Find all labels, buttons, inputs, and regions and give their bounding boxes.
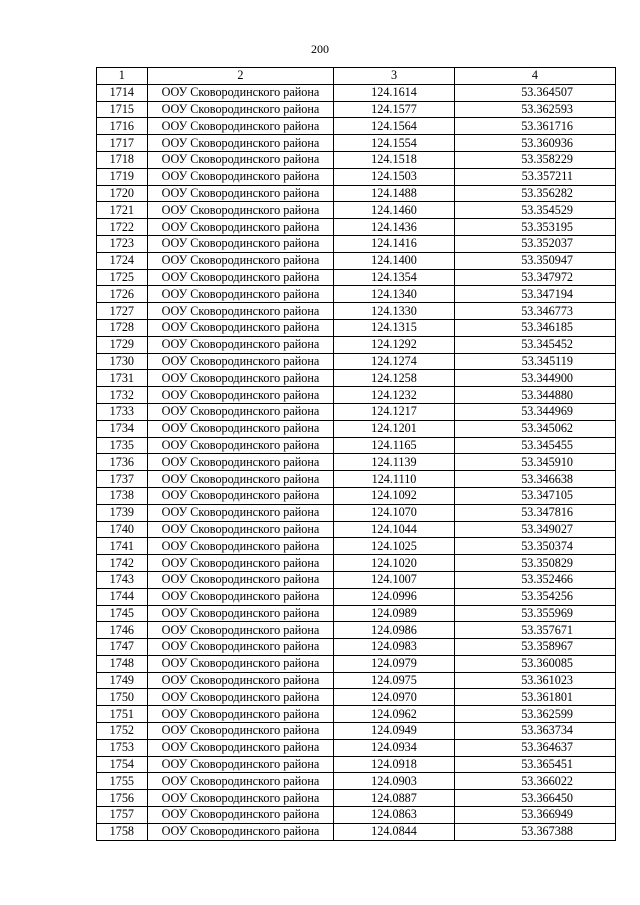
latitude-cell: 53.344900 [454,370,615,387]
latitude-cell: 53.362599 [454,706,615,723]
latitude-cell: 53.353195 [454,219,615,236]
organization-cell: ООУ Сковородинского района [147,135,334,152]
table-row [97,622,616,639]
column-header-1: 1 [97,68,148,85]
organization-cell: ООУ Сковородинского района [147,118,334,135]
latitude-cell: 53.347972 [454,269,615,286]
row-number-cell: 1723 [97,235,148,252]
longitude-cell: 124.1354 [334,269,455,286]
organization-cell: ООУ Сковородинского района [147,706,334,723]
table-row [97,723,616,740]
row-number-cell: 1717 [97,135,148,152]
longitude-cell: 124.0844 [334,823,455,840]
longitude-cell: 124.0887 [334,790,455,807]
latitude-cell: 53.367388 [454,823,615,840]
organization-cell: ООУ Сковородинского района [147,235,334,252]
row-number-cell: 1722 [97,219,148,236]
longitude-cell: 124.1554 [334,135,455,152]
table-row [97,101,616,118]
latitude-cell: 53.346185 [454,319,615,336]
longitude-cell: 124.1436 [334,219,455,236]
organization-cell: ООУ Сковородинского района [147,487,334,504]
table-row [97,823,616,840]
organization-cell: ООУ Сковородинского района [147,773,334,790]
table-row [97,118,616,135]
table-header [97,68,616,85]
row-number-cell: 1758 [97,823,148,840]
latitude-cell: 53.362593 [454,101,615,118]
row-number-cell: 1744 [97,588,148,605]
organization-cell: ООУ Сковородинского района [147,672,334,689]
row-number-cell: 1748 [97,655,148,672]
longitude-cell: 124.1044 [334,521,455,538]
longitude-cell: 124.0863 [334,807,455,824]
row-number-cell: 1757 [97,807,148,824]
organization-cell: ООУ Сковородинского района [147,723,334,740]
table-row [97,521,616,538]
longitude-cell: 124.1400 [334,252,455,269]
table-row [97,454,616,471]
longitude-cell: 124.1201 [334,420,455,437]
table-row [97,219,616,236]
row-number-cell: 1727 [97,303,148,320]
table-row [97,471,616,488]
table-row [97,790,616,807]
organization-cell: ООУ Сковородинского района [147,622,334,639]
latitude-cell: 53.358229 [454,151,615,168]
longitude-cell: 124.1518 [334,151,455,168]
row-number-cell: 1750 [97,689,148,706]
latitude-cell: 53.347105 [454,487,615,504]
longitude-cell: 124.1232 [334,387,455,404]
table-row [97,487,616,504]
latitude-cell: 53.357671 [454,622,615,639]
row-number-cell: 1736 [97,454,148,471]
longitude-cell: 124.1416 [334,235,455,252]
table-row [97,689,616,706]
table-row [97,756,616,773]
latitude-cell: 53.346773 [454,303,615,320]
table-row [97,655,616,672]
row-number-cell: 1743 [97,571,148,588]
organization-cell: ООУ Сковородинского района [147,504,334,521]
table-row [97,672,616,689]
longitude-cell: 124.1025 [334,538,455,555]
organization-cell: ООУ Сковородинского района [147,387,334,404]
organization-cell: ООУ Сковородинского района [147,252,334,269]
row-number-cell: 1746 [97,622,148,639]
latitude-cell: 53.366949 [454,807,615,824]
organization-cell: ООУ Сковородинского района [147,823,334,840]
latitude-cell: 53.345455 [454,437,615,454]
row-number-cell: 1724 [97,252,148,269]
organization-cell: ООУ Сковородинского района [147,286,334,303]
organization-cell: ООУ Сковородинского района [147,521,334,538]
header-row [97,68,616,85]
organization-cell: ООУ Сковородинского района [147,689,334,706]
latitude-cell: 53.363734 [454,723,615,740]
organization-cell: ООУ Сковородинского района [147,790,334,807]
longitude-cell: 124.1614 [334,84,455,101]
row-number-cell: 1734 [97,420,148,437]
organization-cell: ООУ Сковородинского района [147,571,334,588]
organization-cell: ООУ Сковородинского района [147,101,334,118]
table-row [97,235,616,252]
row-number-cell: 1726 [97,286,148,303]
row-number-cell: 1718 [97,151,148,168]
latitude-cell: 53.352466 [454,571,615,588]
longitude-cell: 124.1564 [334,118,455,135]
table-row [97,420,616,437]
longitude-cell: 124.0934 [334,739,455,756]
row-number-cell: 1752 [97,723,148,740]
latitude-cell: 53.360936 [454,135,615,152]
latitude-cell: 53.347816 [454,504,615,521]
organization-cell: ООУ Сковородинского района [147,151,334,168]
table-row [97,286,616,303]
row-number-cell: 1733 [97,403,148,420]
row-number-cell: 1715 [97,101,148,118]
latitude-cell: 53.347194 [454,286,615,303]
longitude-cell: 124.1315 [334,319,455,336]
organization-cell: ООУ Сковородинского района [147,420,334,437]
table-row [97,588,616,605]
latitude-cell: 53.356282 [454,185,615,202]
longitude-cell: 124.1070 [334,504,455,521]
longitude-cell: 124.0970 [334,689,455,706]
longitude-cell: 124.1577 [334,101,455,118]
row-number-cell: 1719 [97,168,148,185]
latitude-cell: 53.349027 [454,521,615,538]
table-row [97,807,616,824]
organization-cell: ООУ Сковородинского района [147,807,334,824]
table-row [97,571,616,588]
organization-cell: ООУ Сковородинского района [147,756,334,773]
longitude-cell: 124.0975 [334,672,455,689]
table-row [97,269,616,286]
longitude-cell: 124.0979 [334,655,455,672]
row-number-cell: 1721 [97,202,148,219]
row-number-cell: 1716 [97,118,148,135]
organization-cell: ООУ Сковородинского района [147,555,334,572]
row-number-cell: 1745 [97,605,148,622]
latitude-cell: 53.364507 [454,84,615,101]
organization-cell: ООУ Сковородинского района [147,185,334,202]
column-header-4: 4 [454,68,615,85]
longitude-cell: 124.0996 [334,588,455,605]
column-header-3: 3 [334,68,455,85]
table-row [97,555,616,572]
row-number-cell: 1732 [97,387,148,404]
latitude-cell: 53.350374 [454,538,615,555]
longitude-cell: 124.1503 [334,168,455,185]
latitude-cell: 53.357211 [454,168,615,185]
table-row [97,303,616,320]
table-row [97,437,616,454]
table-row [97,773,616,790]
latitude-cell: 53.360085 [454,655,615,672]
organization-cell: ООУ Сковородинского района [147,655,334,672]
longitude-cell: 124.0918 [334,756,455,773]
organization-cell: ООУ Сковородинского района [147,353,334,370]
organization-cell: ООУ Сковородинского района [147,454,334,471]
organization-cell: ООУ Сковородинского района [147,605,334,622]
table-row [97,252,616,269]
latitude-cell: 53.361023 [454,672,615,689]
organization-cell: ООУ Сковородинского района [147,588,334,605]
table-row [97,739,616,756]
table-row [97,403,616,420]
row-number-cell: 1731 [97,370,148,387]
row-number-cell: 1742 [97,555,148,572]
longitude-cell: 124.1330 [334,303,455,320]
table-row [97,706,616,723]
latitude-cell: 53.350829 [454,555,615,572]
longitude-cell: 124.1292 [334,336,455,353]
organization-cell: ООУ Сковородинского района [147,739,334,756]
table-body [97,84,616,840]
longitude-cell: 124.0949 [334,723,455,740]
row-number-cell: 1755 [97,773,148,790]
row-number-cell: 1720 [97,185,148,202]
column-header-2: 2 [147,68,334,85]
latitude-cell: 53.344969 [454,403,615,420]
latitude-cell: 53.354256 [454,588,615,605]
longitude-cell: 124.1020 [334,555,455,572]
row-number-cell: 1735 [97,437,148,454]
table-row [97,370,616,387]
row-number-cell: 1753 [97,739,148,756]
organization-cell: ООУ Сковородинского района [147,437,334,454]
row-number-cell: 1725 [97,269,148,286]
row-number-cell: 1739 [97,504,148,521]
table-row [97,605,616,622]
table-row [97,319,616,336]
latitude-cell: 53.345062 [454,420,615,437]
organization-cell: ООУ Сковородинского района [147,219,334,236]
latitude-cell: 53.365451 [454,756,615,773]
row-number-cell: 1737 [97,471,148,488]
organization-cell: ООУ Сковородинского района [147,370,334,387]
organization-cell: ООУ Сковородинского района [147,269,334,286]
longitude-cell: 124.1007 [334,571,455,588]
table-row [97,353,616,370]
table-row [97,151,616,168]
longitude-cell: 124.0903 [334,773,455,790]
latitude-cell: 53.366450 [454,790,615,807]
latitude-cell: 53.352037 [454,235,615,252]
table-row [97,538,616,555]
organization-cell: ООУ Сковородинского района [147,336,334,353]
row-number-cell: 1751 [97,706,148,723]
longitude-cell: 124.1092 [334,487,455,504]
latitude-cell: 53.361801 [454,689,615,706]
latitude-cell: 53.361716 [454,118,615,135]
latitude-cell: 53.344880 [454,387,615,404]
latitude-cell: 53.364637 [454,739,615,756]
table-row [97,504,616,521]
table-row [97,336,616,353]
longitude-cell: 124.1488 [334,185,455,202]
organization-cell: ООУ Сковородинского района [147,471,334,488]
organization-cell: ООУ Сковородинского района [147,168,334,185]
latitude-cell: 53.346638 [454,471,615,488]
longitude-cell: 124.0962 [334,706,455,723]
longitude-cell: 124.1110 [334,471,455,488]
longitude-cell: 124.1165 [334,437,455,454]
latitude-cell: 53.358967 [454,639,615,656]
row-number-cell: 1754 [97,756,148,773]
longitude-cell: 124.1340 [334,286,455,303]
row-number-cell: 1749 [97,672,148,689]
organization-cell: ООУ Сковородинского района [147,319,334,336]
coordinates-table [96,67,616,841]
longitude-cell: 124.0986 [334,622,455,639]
row-number-cell: 1714 [97,84,148,101]
table-row [97,135,616,152]
organization-cell: ООУ Сковородинского района [147,538,334,555]
row-number-cell: 1741 [97,538,148,555]
longitude-cell: 124.0989 [334,605,455,622]
longitude-cell: 124.1217 [334,403,455,420]
longitude-cell: 124.0983 [334,639,455,656]
organization-cell: ООУ Сковородинского района [147,303,334,320]
row-number-cell: 1729 [97,336,148,353]
latitude-cell: 53.366022 [454,773,615,790]
table-row [97,185,616,202]
latitude-cell: 53.350947 [454,252,615,269]
longitude-cell: 124.1460 [334,202,455,219]
latitude-cell: 53.345119 [454,353,615,370]
table-row [97,387,616,404]
latitude-cell: 53.345452 [454,336,615,353]
longitude-cell: 124.1274 [334,353,455,370]
organization-cell: ООУ Сковородинского района [147,403,334,420]
row-number-cell: 1747 [97,639,148,656]
row-number-cell: 1756 [97,790,148,807]
latitude-cell: 53.345910 [454,454,615,471]
organization-cell: ООУ Сковородинского района [147,84,334,101]
longitude-cell: 124.1258 [334,370,455,387]
table-row [97,639,616,656]
table-row [97,84,616,101]
organization-cell: ООУ Сковородинского района [147,639,334,656]
latitude-cell: 53.354529 [454,202,615,219]
table-row [97,202,616,219]
latitude-cell: 53.355969 [454,605,615,622]
row-number-cell: 1728 [97,319,148,336]
table-row [97,168,616,185]
longitude-cell: 124.1139 [334,454,455,471]
row-number-cell: 1740 [97,521,148,538]
page-number: 200 [311,42,329,56]
row-number-cell: 1738 [97,487,148,504]
row-number-cell: 1730 [97,353,148,370]
organization-cell: ООУ Сковородинского района [147,202,334,219]
